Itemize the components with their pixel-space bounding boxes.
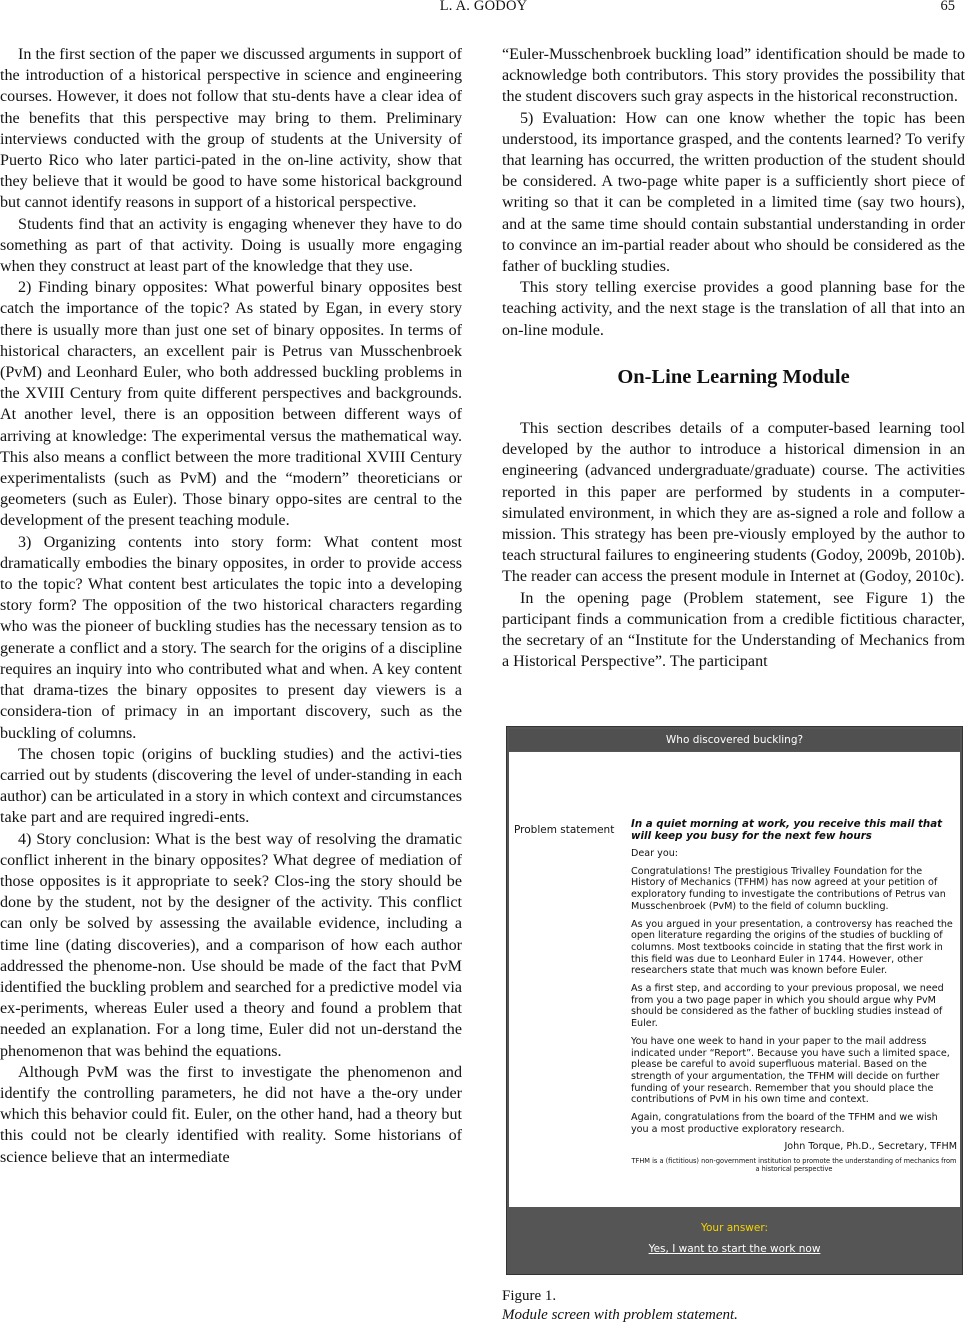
letter-footnote: TFHM is a (fictitious) non-government institution to promote the understanding of mechanics from a historical perspective	[631, 1157, 957, 1174]
paragraph: The chosen topic (origins of buckling studies) and the activi-ties carried out by students (discovering the level of under-standing in each author) can be articulated in a story in which context and circumstances take part and are required ingredi-ents.	[0, 745, 462, 827]
paragraph: Although PvM was the first to investigate the phenomenon and identify the controlling parameters, he did not have a the-ory under which this behavior could fit. Euler, on the other hand, had a theory but this could not be clearly identified with reality. Some historians of science believe that an intermediate	[0, 1063, 462, 1166]
start-work-link[interactable]: Yes, I want to start the work now	[648, 1243, 821, 1255]
paragraph: 5) Evaluation: How can one know whether the topic has been understood, its importance grasped, and the contents learned? To verify that learning has occurred, the written production of the student should be considered. A two-page white paper is a sufficiently short piece of writing so that it can be completed in a limited time (say two hours), and at the same time should contain substantial understanding in order to convince an im-partial reader about who should be considered as the father of buckling studies.	[502, 109, 965, 276]
paragraph: This story telling exercise provides a good planning base for the teaching activity, and the next stage is the translation of all that into an on-line module.	[502, 279, 965, 339]
figure-title-bar: Who discovered buckling?	[509, 729, 960, 751]
paragraph-continuation: “Euler-Musschenbroek buckling load” identification should be made to acknowledge both contributors. This story provides the possibility that the student discovers such gray aspects in the historical reconstruction.	[502, 46, 965, 106]
letter-paragraph: You have one week to hand in your paper to the mail address indicated under “Report”. Because you have such a limited space, please be careful to avoid superfluous material. Based on the strength of your argumentation, the TFHM will decide on further funding of your research. Remember that you should place the contributions of PvM in his own time and context.	[631, 1035, 950, 1106]
paragraph: In the first section of the paper we discussed arguments in support of the introduction of a historical perspective in science and engineering courses. However, it does not follow that stu-dents have a clear idea of the benefits that this perspective may bring to them. Preliminary interviews conducted with the group of students at the University of Puerto Rico who later partici-pated in the on-line activity, show that they believe that it would be good to have some historical background but cannot identify reasons in support of a historical perspective.	[0, 46, 462, 212]
letter-paragraph: Again, congratulations from the board of the TFHM and we wish you a most productive exploratory research.	[631, 1112, 938, 1135]
letter-signature: John Torque, Ph.D., Secretary, TFHM	[784, 1141, 957, 1153]
paragraph: In the opening page (Problem statement, see Figure 1) the participant finds a communication from a credible fictitious character, the secretary of an “Institute for the Understanding of Mechanics from a Historical Perspective”. The participant	[502, 589, 965, 671]
figure-screenshot	[506, 726, 963, 1275]
letter-salutation: Dear you:	[631, 848, 679, 859]
answer-label: Your answer:	[700, 1222, 769, 1234]
paragraph: Students find that an activity is engaging whenever they have to do something as part of that activity. Doing is usually more engaging when they construct at least part of the knowledge that they use.	[0, 215, 462, 276]
right-column	[502, 44, 965, 672]
letter-paragraph: As you argued in your presentation, a controversy has reached the open literature regarding the origins of the studies of buckling of columns. Most textbooks coincide in stating that the first work in this field was due to Leonhard Euler in 1744. However, other researchers state that much was known before Euler.	[631, 918, 953, 977]
section-heading: On-Line Learning Module	[617, 365, 850, 388]
running-header	[0, 0, 967, 22]
paragraph: 2) Finding binary opposites: What powerful binary opposites best catch the importance of the topic? As stated by Egan, in every story there is usually more than just one set of binary opposites. In terms of historical characters, an excellent pair is Petrus van Musschenbroek (PvM) and Leonhard Euler, who both addressed buckling problems in the XVIII Century from quite different perspectives and backgrounds. At another level, there is an opposition between different ways of arriving at knowledge: The experimental versus the mathematical way. This also means a conflict between the more traditional XVIII Century experimentalists (such as PvM) and the “modern” theoreticians or geometers (such as Euler). Those binary oppo-sites are central to the development of the present teaching module.	[0, 279, 462, 530]
caption-text: Module screen with problem statement.	[502, 1307, 738, 1323]
letter-paragraph: As a first step, and according to your previous proposal, we need from you a two page paper in which you should argue why PvM should be considered as the father of buckling studies instead of Euler.	[631, 983, 944, 1030]
figure-content-panel	[509, 752, 960, 1207]
paragraph: 4) Story conclusion: What is the best way of resolving the dramatic conflict inherent in the binary opposites? What degree of mediation of those opposites is it appropriate to seek? Clos-ing the story should be done by the student, not by the designer of the activity. This conflict can only be solved by assessing the available evidence, including a time line (dating discoveries), and a comparison of how each author addressed the phenome-non. Use should be made of the fact that PvM identified the buckling problem and searched for a predictive model via ex-periments, whereas Euler used a theory and found a problem that needed an explanation. For a long time, Euler did not un-derstand the phenomenon that was behind the equations.	[0, 830, 462, 1060]
paragraph: This section describes details of a computer-based learning tool developed by the author to introduce a historical dimension in an engineering (advanced undergraduate/graduate) course. The activities reported in this paper are performed by students in a computer-simulated environment, in which they are as-signed a role and follow a mission. This strategy has been pre-viously employed by the author to teach structural failures to engineering students (Godoy, 2009b, 2010b). The reader can access the present module in Internet at (Godoy, 2010c).	[502, 420, 965, 586]
caption-label: Figure 1.	[502, 1288, 557, 1304]
letter-body	[631, 818, 957, 1179]
problem-statement-nav-item[interactable]: Problem statement	[514, 824, 615, 836]
letter-lead: In a quiet morning at work, you receive this mail that will keep you busy for the next few hours	[631, 818, 943, 842]
answer-panel	[509, 1207, 960, 1272]
left-column	[0, 44, 462, 1168]
page-number: 65	[940, 0, 955, 14]
header-author: L. A. GODOY	[439, 0, 528, 14]
paragraph: 3) Organizing contents into story form: What content most dramatically embodies the binary opposites, in order to provide access to the topic? What content best articulates the topic into a developing story form? The opposition of the two historical characters regarding who was the pioneer of buckling studies has the necessary tension as to generate a conflict and a story. The search for the origins of a discipline requires an inquiry into who contributed what and when. A key content that drama-tizes the binary opposites to present day viewers is a considera-tion of primacy in an important discovery, such as the buckling of columns.	[0, 533, 462, 742]
letter-paragraph: Congratulations! The prestigious Trivalley Foundation for the History of Mechanics (TFHM) has now agreed at your petition of exploratory funding to investigate the contributions of Petrus van Musschenbroek (PvM) to the field of column buckling.	[631, 865, 946, 912]
figure-caption	[502, 1287, 738, 1325]
